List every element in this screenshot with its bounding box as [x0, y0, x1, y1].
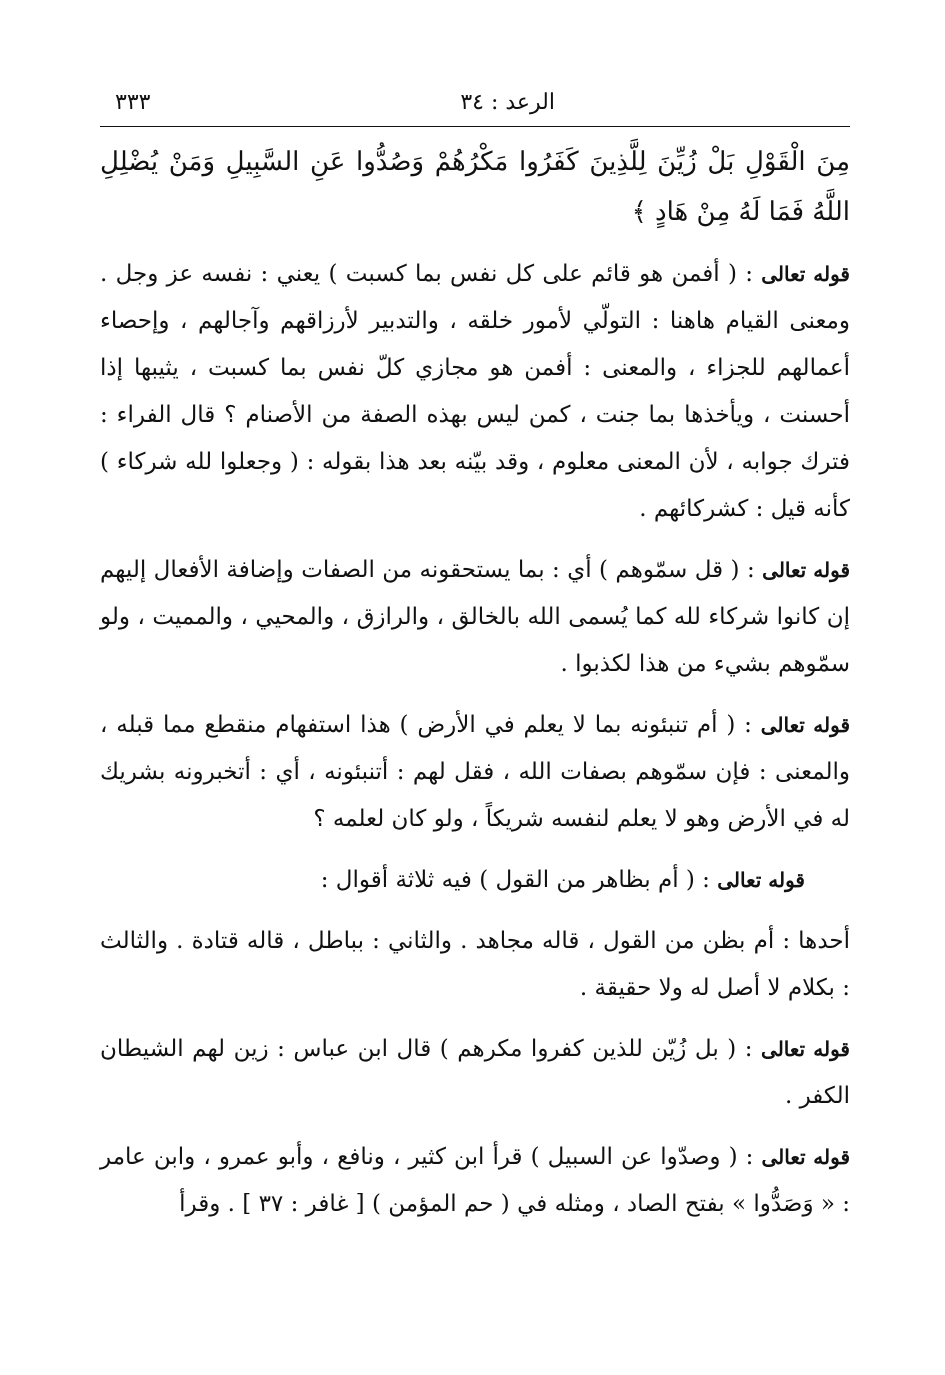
surah-label: الرعد : ٣٤ [460, 90, 555, 115]
paragraph-lead: قوله تعالى [762, 558, 851, 582]
paragraph-text: أحدها : أم بظن من القول ، قاله مجاهد . والثاني : بباطل ، قاله قتادة . والثالث : بكلام لا أصل له ولا حقيقة . [100, 928, 850, 1001]
paragraph-text: : ( أفمن هو قائم على كل نفس بما كسبت ) يعني : نفسه عز وجل . ومعنى القيام هاهنا : التولّي لأمور خلقه ، والتدبير لأرزاقهم وآجالهم ، وإحصاء أعمالهم للجزاء ، والمعنى : أفمن هو مجازي كلّ نفس بما كسبت ، يثيبها إذا أحسنت ، ويأخذها بما جنت ، كمن ليس بهذه الصفة من الأصنام ؟ قال الفراء : فترك جوابه ، لأن المعنى معلوم ، وقد بيّنه بعد هذا بقوله : ( وجعلوا لله شركاء ) كأنه قيل : كشركائهم . [100, 261, 850, 522]
paragraph-lead: قوله تعالى [760, 713, 851, 737]
paragraph-text: : ( بل زُيّن للذين كفروا مكرهم ) قال ابن عباس : زين لهم الشيطان الكفر . [100, 1036, 850, 1109]
paragraph-text: : ( أم بظاهر من القول ) فيه ثلاثة أقوال : [320, 867, 710, 893]
book-page [100, 80, 850, 1228]
paragraph-lead: قوله تعالى [761, 262, 850, 286]
commentary-paragraph [100, 1134, 850, 1228]
paragraph-lead: قوله تعالى [761, 1145, 851, 1169]
commentary-paragraph [100, 1026, 850, 1120]
quran-verse: مِنَ الْقَوْلِ بَلْ زُيِّنَ لِلَّذِينَ كَفَرُوا مَكْرُهُمْ وَصُدُّوا عَنِ السَّبِيلِ وَمَنْ يُضْلِلِ اللَّهُ فَمَا لَهُ مِنْ هَادٍ ﴾ [100, 147, 850, 227]
commentary-paragraph [100, 918, 850, 1012]
commentary-paragraph [100, 857, 850, 904]
commentary-paragraph [100, 251, 850, 533]
page-header [100, 80, 850, 127]
paragraph-text: : ( قل سمّوهم ) أي : بما يستحقونه من الصفات وإضافة الأفعال إليهم إن كانوا شركاء لله كما يُسمى الله بالخالق ، والرازق ، والمحيي ، والمميت ، ولو سمّوهم بشيء من هذا لكذبوا . [100, 557, 850, 677]
paragraph-lead: قوله تعالى [761, 1037, 850, 1061]
commentary-paragraph [100, 547, 850, 688]
commentary-paragraph [100, 702, 850, 843]
paragraph-text: : ( وصدّوا عن السبيل ) قرأ ابن كثير ، ونافع ، وأبو عمرو ، وابن عامر : « وَصَدُّوا » بفتح الصاد ، ومثله في ( حم المؤمن ) [ غافر : ٣٧ ] . وقرأ [100, 1144, 850, 1217]
page-number: ٣٣٣ [115, 90, 151, 115]
paragraph-lead: قوله تعالى [717, 868, 805, 892]
paragraph-text: : ( أم تنبئونه بما لا يعلم في الأرض ) هذا استفهام منقطع مما قبله ، والمعنى : فإن سمّوهم بصفات الله ، فقل لهم : أتنبئونه ، أي : أتخبرونه بشريك له في الأرض وهو لا يعلم لنفسه شريكاً ، ولو كان لعلمه ؟ [100, 712, 850, 832]
